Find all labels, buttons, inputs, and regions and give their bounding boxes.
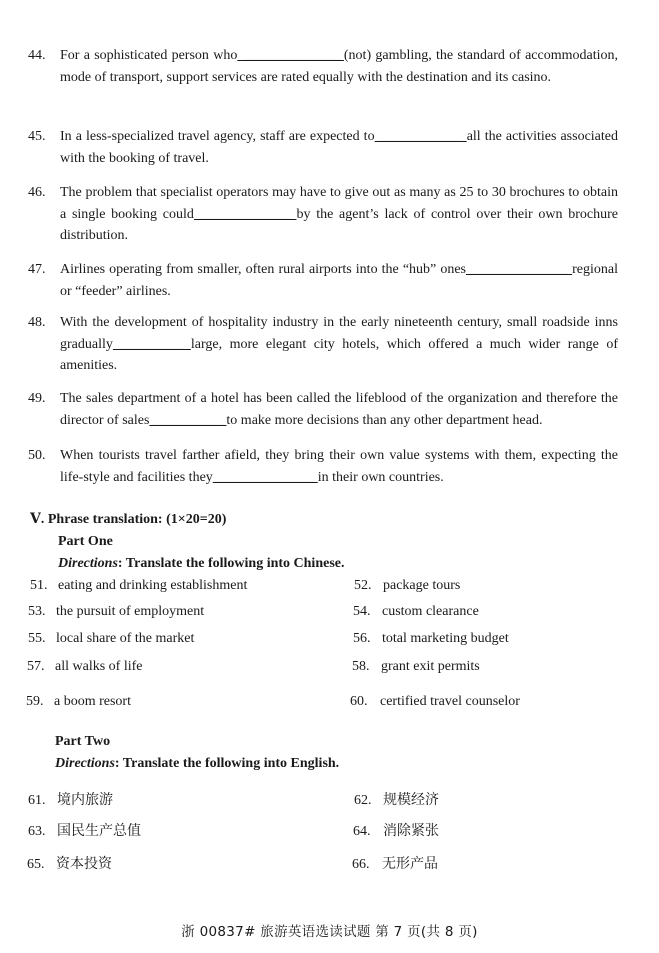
part-two-directions: Directions: Translate the following into English.	[55, 756, 340, 771]
list-item: 64. 消除紧张	[353, 824, 439, 839]
question-number: 44.	[28, 48, 46, 63]
answer-blank: ____________	[374, 129, 467, 144]
list-item: 57. all walks of life	[27, 659, 143, 674]
page-footer: 浙 00837# 旅游英语选读试题 第 7 页(共 8 页)	[181, 924, 478, 940]
question-47	[28, 259, 618, 302]
question-48	[28, 312, 618, 377]
question-45	[28, 126, 618, 169]
question-number: 48.	[28, 315, 46, 330]
list-item: 51. eating and drinking establishment	[30, 578, 248, 593]
list-item: 52. package tours	[354, 578, 461, 593]
part-one-heading: Part One	[58, 534, 113, 549]
list-item: 65. 资本投资	[27, 857, 112, 872]
list-item: 66. 无形产品	[352, 857, 438, 872]
list-item: 53. the pursuit of employment	[28, 604, 205, 619]
answer-blank: ______________	[237, 48, 344, 63]
list-item: 55. local share of the market	[28, 631, 195, 646]
question-50	[28, 445, 618, 488]
list-item: 61. 境内旅游	[28, 793, 113, 808]
question-text: The sales department of a hotel has been called the lifeblood of the organization and therefore the director of sales __________ to make more decisions than any other department head.	[60, 391, 618, 428]
list-item: 59. a boom resort	[26, 694, 131, 709]
section-heading: Ⅴ. Phrase translation: (1×20=20)	[30, 512, 227, 527]
question-number: 49.	[28, 391, 46, 406]
question-number: 50.	[28, 448, 46, 463]
question-number: 46.	[28, 185, 46, 200]
question-46	[28, 182, 618, 247]
question-text: With the development of hospitality industry in the early nineteenth century, small roadside inns gradually _________ large, more elegant city hotels, which offered a much wider range of amenities.	[60, 315, 619, 373]
list-item: 54. custom clearance	[353, 604, 479, 619]
question-text: In a less-specialized travel agency, staff are expected to ____________ all the activities associated with the booking of travel.	[60, 129, 619, 166]
list-item: 56. total marketing budget	[353, 631, 509, 646]
list-item: 58. grant exit permits	[352, 659, 480, 674]
question-number: 45.	[28, 129, 46, 144]
answer-blank: _____________	[193, 206, 297, 222]
part-one-directions: Directions: Translate the following into Chinese.	[58, 556, 345, 571]
question-49	[28, 388, 618, 431]
answer-blank: __________	[149, 412, 227, 428]
part-two-heading: Part Two	[55, 734, 111, 749]
question-number: 47.	[28, 262, 46, 277]
question-text: For a sophisticated person who ______________ (not) gambling, the standard of accommodation, mode of transport, support services are rated equally with the destination and its casino.	[60, 48, 618, 85]
question-44	[28, 45, 618, 88]
question-text: When tourists travel farther afield, they bring their own value systems with them, expecting the life-style and facilities they ______________ in their own countries.	[60, 448, 618, 485]
list-item: 60. certified travel counselor	[350, 694, 520, 709]
answer-blank: ______________	[212, 469, 318, 485]
question-text: The problem that specialist operators may have to give out as many as 25 to 30 brochures to obtain a single booking could _____________ by the agent’s lack of control over their own brochure distribution.	[60, 185, 619, 243]
answer-blank: ______________	[465, 262, 573, 277]
answer-blank: _________	[112, 336, 191, 352]
question-text: Airlines operating from smaller, often rural airports into the “hub” ones ______________ regional or “feeder” airlines.	[60, 262, 619, 299]
list-item: 63. 国民生产总值	[28, 824, 141, 839]
list-item: 62. 规模经济	[354, 793, 439, 808]
